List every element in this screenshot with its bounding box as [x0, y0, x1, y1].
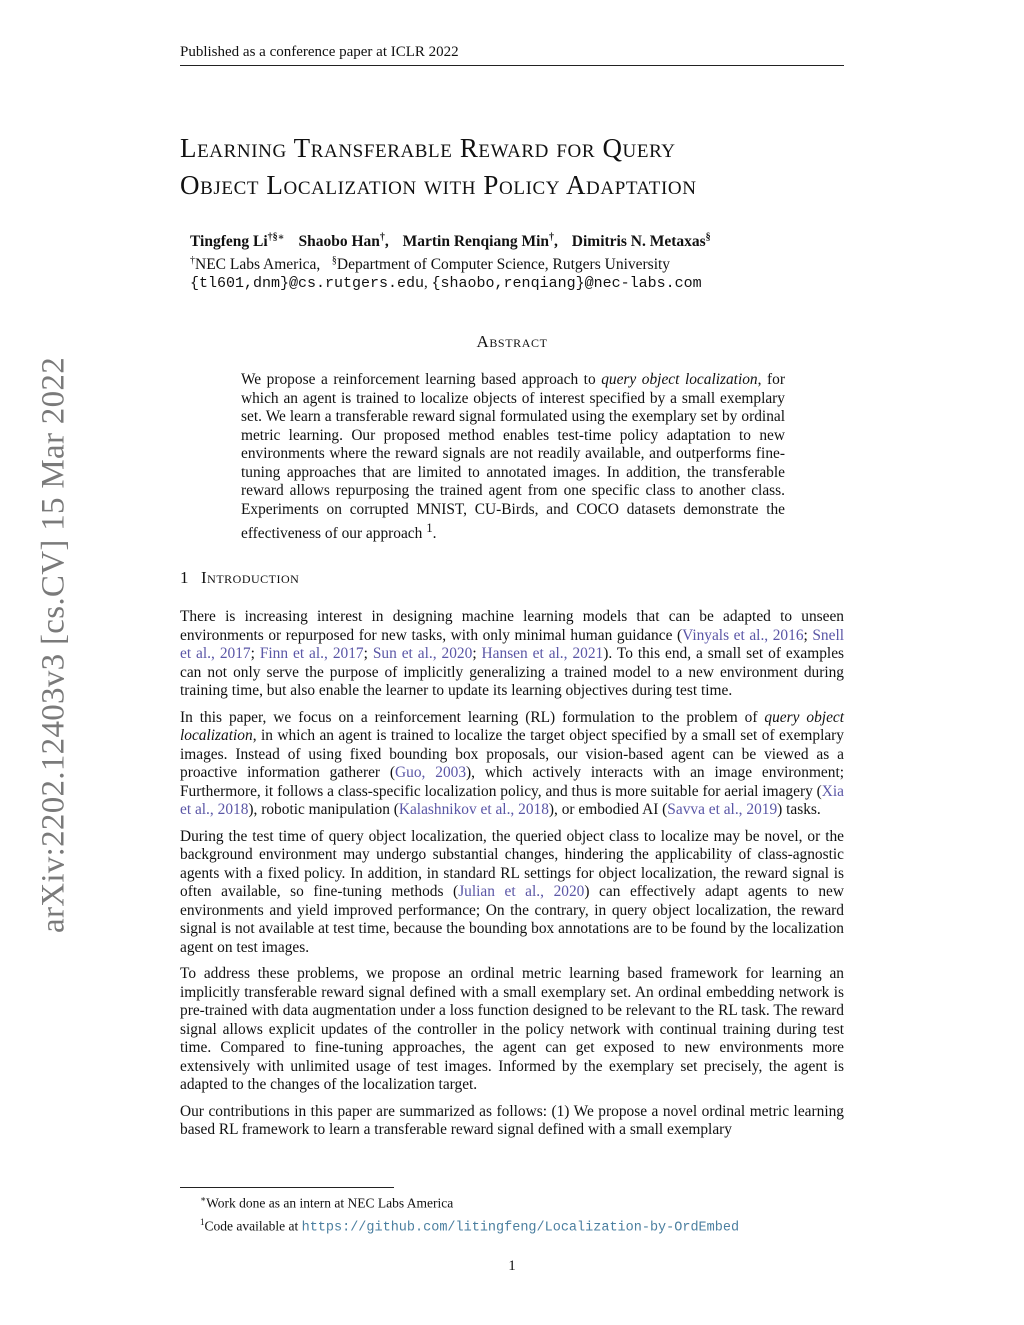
affiliations — [190, 251, 840, 274]
citation-link[interactable]: Julian et al., 2020 — [458, 883, 585, 900]
email-rutgers: {tl601,dnm}@cs.rutgers.edu — [190, 275, 425, 293]
section-title: Introduction — [201, 568, 300, 587]
emphasis: query object localization — [180, 708, 845, 744]
paper-title — [180, 130, 880, 204]
citation-link[interactable]: Snell et al., 2017 — [180, 626, 845, 662]
abstract-body — [241, 371, 785, 544]
footnote-mark: 1 — [200, 1216, 205, 1227]
affiliation-nec: NEC Labs America, — [195, 256, 321, 274]
title-line-1: Learning Transferable Reward for Query — [180, 133, 676, 163]
section-number: 1 — [180, 568, 189, 587]
affiliation-mark: § — [331, 255, 337, 267]
text: ), or embodied AI ( — [548, 801, 668, 818]
email-nec: {shaobo,renqiang}@nec-labs.com — [431, 275, 702, 293]
paragraph: To address these problems, we propose an ordinal metric learning based framework for learning an implicitly transferable reward signal defined with a small exemplary set. An ordinal embedding network is pre-trained with data augmentation under a loss function designed to be relevant to the RL task. The reward signal allows explicit updates of the controller in the policy network with continual training during test time. Compared to fine-tuning approaches, the agent can get exposed to new environments more extensively with unlimited usage of test images. Informed by the exemplary set precisely, the agent is adapted to the changes of the localization target. — [180, 965, 844, 1093]
text: ) tasks. — [777, 801, 821, 818]
abstract-heading: Abstract — [476, 332, 548, 351]
citation-link[interactable]: Xia et al., 2018 — [180, 782, 844, 818]
citation-link[interactable]: Guo, 2003 — [395, 764, 467, 781]
footnote-ref[interactable]: 1 — [426, 521, 433, 535]
citation-link[interactable]: Kalashnikov et al., 2018 — [398, 801, 549, 818]
affiliation-rutgers: Department of Computer Science, Rutgers University — [336, 256, 671, 274]
author-emails — [190, 274, 840, 293]
text: There is increasing interest in designing machine learning models that can be adapted to unseen environments or repurposed for new tasks, with only minimal human guidance ( — [180, 608, 844, 644]
paragraph — [180, 709, 844, 820]
citation-link[interactable]: Finn et al., 2017 — [259, 645, 364, 662]
text: , in which an agent is trained to localize the target object specified by a small set of exemplary images. Instead of using fixed bounding box proposals, our vision-based agent can be viewed as a proactive information gatherer ( — [180, 727, 844, 781]
author-names: Tingfeng Li†§∗ Shaobo Han†, Martin Renqiang Min†, Dimitris N. Metaxas§ — [190, 232, 711, 251]
footnote-text: Work done as an intern at NEC Labs America — [206, 1195, 454, 1211]
author-block — [190, 228, 840, 293]
title-line-2: Object Localization with Policy Adaptation — [180, 170, 697, 200]
footnotes — [200, 1190, 739, 1237]
footnote-rule — [180, 1187, 394, 1188]
running-header: Published as a conference paper at ICLR 2022 — [180, 44, 459, 60]
code-url-link[interactable]: https://github.com/litingfeng/Localization-by-OrdEmbed — [301, 1220, 740, 1235]
citation-link[interactable]: Hansen et al., 2021 — [481, 645, 604, 662]
footnote-mark: ∗ — [200, 1194, 207, 1204]
author-mark: †§∗ — [267, 232, 285, 243]
section-heading-introduction — [180, 568, 299, 588]
author-name: Tingfeng Li — [190, 233, 268, 251]
text: ), which actively interacts with an image environment; Furthermore, it follows a class-specific localization policy, and thus is more suitable for aerial imagery ( — [180, 764, 844, 800]
author-name: Dimitris N. Metaxas — [571, 233, 706, 251]
text: ). To this end, a small set of examples can not only serve the purpose of implicitly generalizing a trained model to a new environment during training time, but also enable the learner to update its learning objectives during test time. — [180, 645, 845, 699]
citation-link[interactable]: Sun et al., 2020 — [372, 645, 473, 662]
page-number: 1 — [508, 1258, 516, 1274]
abstract-text: , for which an agent is trained to localize objects of interest specified by a small exemplary set. We learn a transferable reward signal formulated using the exemplary set by ordinal metric learning. Our proposed method enables test-time policy adaptation to new environments where the reward signals are not readily available, and outperforms fine-tuning approaches that are limited to annotated images. In addition, the transferable reward allows repurposing the trained agent from one specific class to another class. Experiments on corrupted MNIST, CU-Birds, and COCO datasets demonstrate the effectiveness of our approach — [241, 371, 785, 543]
paragraph — [180, 828, 844, 958]
text: ) can effectively adapt agents to new environments and yield improved performance; On the contrary, in query object localization, the reward signal is not available at test time, because the bounding box annotations are to be found by the localization agent on test images. — [180, 883, 845, 956]
author-mark: † — [549, 232, 555, 243]
abstract-paragraph — [241, 371, 785, 544]
text: In this paper, we focus on a reinforcement learning (RL) formulation to the problem of — [180, 708, 765, 726]
author-name: Shaobo Han — [298, 233, 380, 251]
footnote — [200, 1213, 739, 1238]
footnote — [200, 1190, 739, 1213]
header-rule — [180, 65, 844, 66]
author-name: Martin Renqiang Min — [402, 233, 550, 251]
paragraph: Our contributions in this paper are summarized as follows: (1) We propose a novel ordinal metric learning based RL framework to learn a transferable reward signal defined with a small exemplary — [180, 1102, 844, 1138]
email-separator: , — [424, 275, 432, 292]
introduction-body — [180, 608, 844, 1140]
affiliation-mark: † — [190, 255, 195, 267]
author-mark: § — [705, 232, 711, 243]
author-mark: † — [379, 232, 385, 243]
text: ), robotic manipulation ( — [248, 801, 399, 818]
citation-link[interactable]: Savva et al., 2019 — [667, 801, 778, 818]
text: During the test time of query object localization, the queried object class to localize may be novel, or the background environment may undergo substantial changes, hindering the applicability of class-agnostic agents with a fixed policy. In addition, in standard RL settings for object localization, the reward signal is often available, so fine-tuning methods ( — [180, 827, 844, 900]
abstract-emphasis: query object localization — [601, 371, 758, 388]
footnote-text: Code available at — [204, 1218, 302, 1233]
abstract-text: We propose a reinforcement learning based approach to — [241, 371, 602, 388]
arxiv-identifier: arXiv:2202.12403v3 [cs.CV] 15 Mar 2022 — [35, 357, 72, 933]
citation-link[interactable]: Vinyals et al., 2016 — [682, 626, 804, 644]
abstract-text: . — [432, 525, 437, 543]
paragraph: There is increasing interest in designing machine learning models that can be adapted to unseen environments or repurposed for new tasks, with only minimal human guidance (Vinyals et al., 2016; Snell et al., 2017; Finn et al., 2017; Sun et al., 2020; Hansen et al., 2021). To this end, a small set of examples can not only serve the purpose of implicitly generalizing a trained model to a new environment during training time, but also enable the learner to update its learning objectives during test time. — [180, 608, 845, 699]
